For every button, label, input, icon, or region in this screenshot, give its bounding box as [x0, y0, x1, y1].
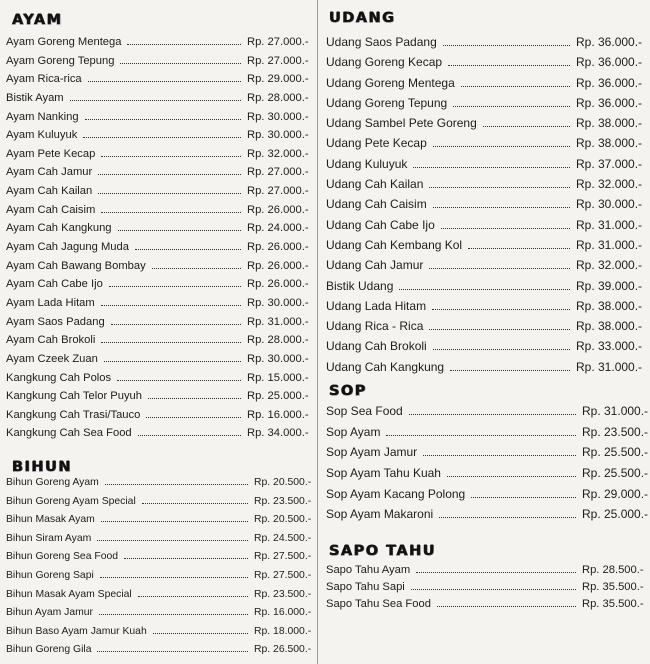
menu-item-name: Udang Cah Brokoli	[326, 339, 427, 354]
dot-leader	[429, 268, 570, 269]
menu-item-row	[326, 197, 644, 217]
dot-leader	[386, 435, 576, 436]
dot-leader	[483, 126, 570, 127]
menu-item-name: Udang Saos Padang	[326, 35, 437, 49]
menu-item-row	[326, 96, 644, 116]
menu-item-row	[6, 477, 310, 496]
menu-item-row	[6, 551, 310, 570]
menu-item-price: Rp. 32.000.-	[576, 177, 643, 192]
menu-item-row	[326, 258, 644, 278]
menu-item-row	[6, 241, 310, 260]
menu-item-price: Rp. 26.000.-	[247, 278, 309, 291]
menu-item-name: Sop Ayam Jamur	[326, 445, 418, 460]
menu-item-row	[326, 238, 644, 258]
dot-leader	[148, 398, 241, 399]
dot-leader	[138, 596, 248, 597]
menu-item-name: Udang Cah Kembang Kol	[326, 237, 463, 252]
dot-leader	[432, 309, 570, 310]
menu-item-row	[326, 218, 644, 238]
menu-item-name: Sop Ayam	[326, 424, 381, 439]
section-heading-sapo-tahu: SAPO TAHU	[329, 543, 437, 559]
menu-item-price: Rp. 29.000.-	[247, 73, 309, 86]
menu-item-row	[6, 496, 310, 515]
menu-item-row	[6, 334, 310, 353]
section-sop	[326, 404, 649, 528]
menu-item-price: Rp. 26.000.-	[247, 241, 309, 254]
dot-leader	[142, 503, 248, 504]
section-ayam	[6, 36, 310, 446]
menu-item-row	[326, 279, 644, 299]
menu-item-name: Bihun Goreng Sea Food	[6, 551, 119, 563]
menu-item-name: Bihun Goreng Gila	[6, 644, 92, 656]
menu-item-price: Rp. 35.500.-	[582, 581, 644, 593]
menu-item-row	[6, 204, 310, 223]
menu-item-row	[6, 570, 310, 589]
menu-item-price: Rp. 36.000.-	[576, 35, 643, 49]
section-bihun	[6, 477, 310, 663]
menu-item-price: Rp. 30.000.-	[247, 110, 309, 123]
menu-item-row	[6, 533, 310, 552]
dot-leader	[98, 193, 241, 194]
menu-item-name: Ayam Cah Cabe Ijo	[6, 278, 103, 291]
menu-item-price: Rp. 35.500.-	[582, 598, 644, 610]
dot-leader	[135, 249, 241, 250]
dot-leader	[468, 248, 570, 249]
menu-item-name: Ayam Cah Brokoli	[6, 334, 96, 347]
dot-leader	[109, 286, 241, 287]
dot-leader	[433, 207, 570, 208]
menu-item-price: Rp. 26.000.-	[247, 259, 309, 272]
menu-item-row	[326, 564, 644, 581]
menu-item-name: Bihun Goreng Sapi	[6, 569, 94, 581]
menu-item-price: Rp. 25.000.-	[247, 390, 309, 403]
section-udang	[326, 35, 644, 380]
section-heading-sop: SOP	[329, 383, 367, 399]
dot-leader	[98, 174, 241, 175]
menu-item-price: Rp. 31.000.-	[576, 217, 643, 232]
menu-item-row	[6, 73, 310, 92]
menu-item-name: Sapo Tahu Sapi	[326, 581, 405, 593]
menu-item-row	[6, 278, 310, 297]
menu-item-price: Rp. 23.500.-	[254, 588, 312, 600]
dot-leader	[97, 540, 248, 541]
menu-item-price: Rp. 26.000.-	[247, 203, 309, 216]
menu-item-row	[6, 644, 310, 663]
menu-item-row	[6, 626, 310, 645]
menu-item-price: Rp. 20.500.-	[254, 477, 312, 488]
menu-item-name: Ayam Rica-rica	[6, 73, 82, 86]
menu-item-name: Sop Sea Food	[326, 404, 403, 418]
dot-leader	[471, 497, 576, 498]
dot-leader	[450, 370, 570, 371]
dot-leader	[118, 230, 241, 231]
dot-leader	[433, 146, 570, 147]
menu-item-row	[326, 55, 644, 75]
dot-leader	[413, 167, 570, 168]
menu-item-row	[326, 507, 649, 528]
dot-leader	[85, 119, 241, 120]
menu-item-name: Sop Ayam Tahu Kuah	[326, 466, 441, 481]
menu-item-name: Sop Ayam Makaroni	[326, 507, 434, 522]
menu-item-price: Rp. 37.000.-	[576, 156, 643, 171]
menu-item-price: Rp. 30.000.-	[247, 129, 309, 142]
dot-leader	[83, 137, 241, 138]
menu-item-price: Rp. 27.000.-	[247, 36, 309, 48]
dot-leader	[101, 305, 241, 306]
menu-item-row	[326, 466, 649, 487]
section-heading-ayam: AYAM	[12, 12, 63, 28]
menu-item-row	[326, 404, 649, 425]
menu-item-name: Ayam Lada Hitam	[6, 296, 95, 309]
menu-item-name: Sapo Tahu Ayam	[326, 564, 411, 576]
menu-item-price: Rp. 23.500.-	[582, 424, 649, 439]
menu-item-price: Rp. 34.000.-	[247, 427, 309, 440]
menu-item-name: Bihun Ayam Jamur	[6, 607, 94, 619]
menu-item-price: Rp. 23.500.-	[254, 495, 312, 507]
menu-item-name: Sapo Tahu Sea Food	[326, 598, 431, 610]
dot-leader	[423, 455, 576, 456]
menu-item-name: Bihun Masak Ayam	[6, 514, 95, 526]
menu-item-row	[6, 390, 310, 409]
menu-item-price: Rp. 32.000.-	[576, 258, 643, 273]
menu-item-price: Rp. 16.000.-	[254, 607, 312, 619]
dot-leader	[127, 44, 241, 45]
menu-item-price: Rp. 24.500.-	[254, 532, 312, 544]
dot-leader	[409, 414, 576, 415]
dot-leader	[429, 329, 570, 330]
menu-item-row	[6, 111, 310, 130]
menu-item-row	[326, 445, 649, 466]
dot-leader	[120, 63, 241, 64]
menu-item-name: Kangkung Cah Telor Puyuh	[6, 390, 143, 403]
dot-leader	[153, 633, 248, 634]
menu-item-name: Udang Goreng Mentega	[326, 75, 455, 90]
menu-item-price: Rp. 30.000.-	[247, 296, 309, 309]
menu-item-row	[6, 353, 310, 372]
dot-leader	[97, 651, 248, 652]
dot-leader	[433, 349, 570, 350]
menu-item-price: Rp. 25.500.-	[582, 466, 649, 481]
menu-item-name: Udang Cah Kailan	[326, 177, 424, 192]
menu-item-price: Rp. 20.500.-	[254, 514, 312, 526]
dot-leader	[437, 606, 576, 607]
menu-item-name: Ayam Cah Bawang Bombay	[6, 259, 146, 272]
dot-leader	[448, 65, 570, 66]
menu-item-name: Bihun Goreng Ayam	[6, 477, 99, 488]
menu-item-name: Ayam Pete Kecap	[6, 147, 96, 160]
dot-leader	[101, 156, 241, 157]
menu-item-name: Udang Cah Caisim	[326, 197, 427, 212]
menu-item-price: Rp. 27.500.-	[254, 551, 312, 563]
menu-item-row	[6, 514, 310, 533]
menu-item-price: Rp. 31.000.-	[582, 404, 649, 418]
menu-item-name: Ayam Cah Jamur	[6, 166, 93, 179]
dot-leader	[447, 476, 576, 477]
dot-leader	[146, 417, 241, 418]
menu-item-row	[6, 222, 310, 241]
menu-item-name: Bihun Baso Ayam Jamur Kuah	[6, 625, 147, 637]
menu-item-price: Rp. 18.000.-	[254, 625, 312, 637]
dot-leader	[70, 100, 241, 101]
menu-item-row	[6, 297, 310, 316]
dot-leader	[439, 517, 576, 518]
dot-leader	[104, 361, 241, 362]
menu-item-price: Rp. 27.500.-	[254, 569, 312, 581]
menu-item-row	[6, 427, 310, 446]
menu-item-price: Rp. 31.000.-	[576, 237, 643, 252]
menu-item-name: Ayam Czeek Zuan	[6, 352, 98, 365]
menu-item-name: Bistik Ayam	[6, 91, 64, 104]
menu-item-name: Bihun Masak Ayam Special	[6, 588, 132, 600]
menu-item-row	[6, 55, 310, 74]
menu-item-row	[326, 299, 644, 319]
dot-leader	[461, 86, 570, 87]
dot-leader	[117, 380, 241, 381]
menu-item-row	[326, 598, 644, 615]
menu-item-row	[6, 148, 310, 167]
menu-item-row	[6, 129, 310, 148]
menu-item-price: Rp. 25.000.-	[582, 507, 649, 522]
menu-item-row	[6, 185, 310, 204]
dot-leader	[443, 45, 570, 46]
menu-item-name: Ayam Cah Caisim	[6, 203, 96, 216]
menu-item-row	[6, 316, 310, 335]
menu-item-row	[6, 589, 310, 608]
menu-item-price: Rp. 26.500.-	[254, 644, 312, 656]
menu-item-row	[326, 486, 649, 508]
menu-item-price: Rp. 25.500.-	[582, 445, 649, 460]
menu-item-price: Rp. 39.000.-	[576, 278, 643, 293]
menu-item-row	[326, 76, 644, 96]
menu-item-price: Rp. 38.000.-	[576, 298, 643, 313]
menu-item-price: Rp. 31.000.-	[247, 315, 309, 328]
menu-item-row	[6, 260, 310, 279]
dot-leader	[100, 577, 248, 578]
menu-item-price: Rp. 33.000.-	[576, 339, 643, 354]
dot-leader	[152, 268, 241, 269]
menu-item-name: Bistik Udang	[326, 278, 394, 293]
menu-item-name: Udang Kuluyuk	[326, 156, 408, 171]
column-divider	[317, 0, 318, 664]
menu-item-name: Ayam Goreng Mentega	[6, 36, 122, 48]
menu-item-row	[6, 36, 310, 55]
menu-item-row	[326, 581, 644, 598]
menu-item-price: Rp. 28.500.-	[582, 564, 644, 576]
menu-item-price: Rp. 28.000.-	[247, 91, 309, 104]
menu-item-price: Rp. 36.000.-	[576, 55, 643, 70]
section-heading-udang: UDANG	[329, 10, 396, 26]
dot-leader	[138, 435, 241, 436]
menu-item-name: Bihun Goreng Ayam Special	[6, 495, 136, 507]
menu-item-row	[326, 177, 644, 197]
menu-item-price: Rp. 30.000.-	[576, 197, 643, 212]
menu-item-row	[326, 339, 644, 359]
menu-item-price: Rp. 30.000.-	[247, 352, 309, 365]
menu-item-name: Udang Sambel Pete Goreng	[326, 116, 477, 131]
dot-leader	[99, 614, 248, 615]
menu-item-price: Rp. 38.000.-	[576, 319, 643, 334]
menu-item-name: Kangkung Cah Trasi/Tauco	[6, 408, 141, 421]
menu-item-price: Rp. 27.000.-	[247, 54, 309, 67]
menu-item-price: Rp. 27.000.-	[247, 185, 309, 198]
menu-item-price: Rp. 32.000.-	[247, 147, 309, 160]
menu-item-name: Ayam Saos Padang	[6, 315, 105, 328]
menu-item-row	[326, 360, 644, 380]
menu-item-name: Udang Cah Cabe Ijo	[326, 217, 435, 232]
menu-item-price: Rp. 38.000.-	[576, 136, 643, 151]
menu-item-row	[326, 424, 649, 446]
dot-leader	[101, 342, 241, 343]
menu-item-price: Rp. 38.000.-	[576, 116, 643, 131]
dot-leader	[111, 324, 241, 325]
menu-item-name: Kangkung Cah Sea Food	[6, 427, 132, 440]
dot-leader	[416, 572, 576, 573]
section-sapo-tahu	[326, 564, 644, 615]
dot-leader	[441, 228, 570, 229]
menu-item-price: Rp. 31.000.-	[576, 359, 643, 374]
menu-item-row	[326, 35, 644, 55]
menu-item-name: Ayam Nanking	[6, 110, 79, 123]
menu-item-price: Rp. 29.000.-	[582, 486, 649, 501]
menu-item-row	[326, 157, 644, 177]
menu-item-price: Rp. 28.000.-	[247, 334, 309, 347]
menu-item-row	[6, 409, 310, 428]
menu-item-name: Ayam Cah Kangkung	[6, 222, 112, 235]
menu-item-row	[6, 607, 310, 626]
menu-item-price: Rp. 16.000.-	[247, 408, 309, 421]
menu-item-name: Udang Rica - Rica	[326, 319, 424, 334]
menu-item-name: Ayam Goreng Tepung	[6, 54, 115, 67]
menu-item-name: Udang Goreng Tepung	[326, 95, 448, 110]
menu-item-row	[6, 372, 310, 391]
menu-item-name: Sop Ayam Kacang Polong	[326, 486, 466, 501]
menu-item-name: Ayam Cah Jagung Muda	[6, 241, 129, 254]
menu-item-price: Rp. 15.000.-	[247, 371, 309, 384]
menu-item-name: Udang Cah Jamur	[326, 258, 424, 273]
dot-leader	[399, 289, 570, 290]
dot-leader	[101, 212, 241, 213]
dot-leader	[429, 187, 570, 188]
menu-item-price: Rp. 36.000.-	[576, 75, 643, 90]
dot-leader	[101, 521, 248, 522]
menu-item-row	[326, 116, 644, 136]
dot-leader	[105, 484, 248, 485]
menu-item-name: Bihun Siram Ayam	[6, 532, 92, 544]
menu-item-name: Ayam Kuluyuk	[6, 129, 78, 142]
menu-item-row	[326, 136, 644, 156]
menu-item-name: Udang Lada Hitam	[326, 298, 427, 313]
menu-item-name: Udang Goreng Kecap	[326, 55, 443, 70]
dot-leader	[411, 589, 576, 590]
menu-item-row	[6, 92, 310, 111]
menu-item-name: Kangkung Cah Polos	[6, 371, 112, 384]
menu-item-price: Rp. 36.000.-	[576, 95, 643, 110]
menu-item-row	[326, 319, 644, 339]
menu-item-name: Ayam Cah Kailan	[6, 185, 93, 198]
section-heading-bihun: BIHUN	[12, 459, 72, 475]
dot-leader	[124, 558, 248, 559]
menu-item-price: Rp. 24.000.-	[247, 222, 309, 235]
menu-item-price: Rp. 27.000.-	[247, 166, 309, 179]
dot-leader	[453, 106, 570, 107]
dot-leader	[88, 81, 241, 82]
menu-item-name: Udang Pete Kecap	[326, 136, 427, 151]
menu-item-name: Udang Cah Kangkung	[326, 359, 445, 374]
menu-item-row	[6, 166, 310, 185]
